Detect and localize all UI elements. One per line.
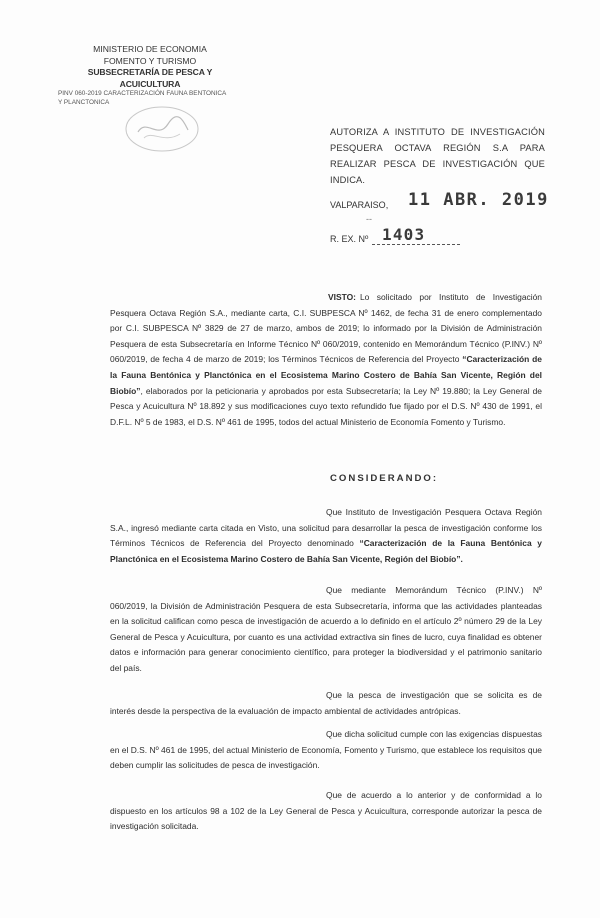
- considerando-heading: CONSIDERANDO:: [330, 473, 439, 484]
- date-stamp: 11 ABR. 2019: [408, 190, 549, 210]
- considerando-paragraph-1: [110, 505, 542, 567]
- considerando-text: Que dicha solicitud cumple con las exigencias dispuestas en el D.S. Nº 461 de 1995, del actual Ministerio de Economía, Fomento y Turismo, que establece los requisitos que deben cumplir las solicitudes de pesca de investigación.: [110, 729, 542, 771]
- considerando-text: Que de acuerdo a lo anterior y de conformidad a lo dispuesto en los artículos 98 a 102 de la Ley General de Pesca y Acuicultura, corresponde autorizar la pesca de investigación solicitada.: [110, 790, 542, 832]
- reference-code-line2: Y PLANCTONICA: [58, 98, 110, 106]
- considerando-text: Que mediante Memorándum Técnico (P.INV.) Nº 060/2019, la División de Administración Pesquera de esta Subsecretaría, informa que las actividades planteadas en la solicitud califican como pesca de investigación de acuerdo a lo definido en el artículo 2º número 29 de la Ley General de Pesca y Acuicultura, por cuanto es una actividad extractiva sin fines de lucro, cuya finalidad es obtener datos e información para generar conocimiento científico, para proteger la biodiversidad y el patrimonio sanitario del país.: [110, 585, 542, 673]
- resolution-title: AUTORIZA A INSTITUTO DE INVESTIGACIÓN PESQUERA OCTAVA REGIÓN S.A PARA REALIZAR PESCA DE INVESTIGACIÓN QUE INDICA.: [330, 127, 545, 185]
- resolution-number: 1403: [382, 225, 426, 244]
- place-label: VALPARAISO,: [330, 200, 389, 210]
- visto-text: Lo solicitado por Instituto de Investigación Pesquera Octava Región S.A., mediante carta, C.I. SUBPESCA Nº 1462, de fecha 31 de enero complementado por C.I. SUBPESCA Nº 3829 de 27 de marzo, ambos de 2019; lo informado por la División de Administración Pesquera de esta Subsecretaría en Informe Técnico Nº 060/2019, contenido en Memorándum Técnico (P.INV.) Nº 060/2019, de fecha 4 de marzo de 2019; los Términos Técnicos de Referencia del Proyecto: [110, 292, 542, 365]
- visto-text-continued: , elaborados por la peticionaria y aprobados por esta Subsecretaría; la Ley Nº 19.880; la Ley General de Pesca y Acuicultura Nº 18.892 y sus modificaciones cuyo texto refundido fue fijado por el D.S. Nº 430 de 1991, el D.F.L. Nº 5 de 1983, el D.S. Nº 461 de 1995, todos del actual Ministerio de Economía Fomento y Turismo.: [110, 385, 542, 427]
- considerando-paragraph-4: [110, 727, 542, 774]
- letterhead: [60, 44, 240, 107]
- considerando-paragraph-3: [110, 688, 542, 719]
- project-name: “Caracterización de la Fauna Bentónica y Planctónica en el Ecosistema Marino Costero de Bahía San Vicente, Región del Biobío”: [110, 354, 542, 396]
- project-name: “Caracterización de la Fauna Bentónica y Planctónica en el Ecosistema Marino Costero de Bahía San Vicente, Región del Biobío”.: [110, 538, 542, 564]
- considerando-paragraph-5: [110, 788, 542, 835]
- considerando-paragraph-2: [110, 583, 542, 677]
- dash-mark: --: [366, 214, 372, 224]
- official-stamp-icon: [118, 100, 206, 158]
- visto-section: [110, 290, 542, 430]
- ministry-name-line2: FOMENTO Y TURISMO: [103, 55, 197, 66]
- resolution-label: R. EX. Nº: [330, 234, 369, 244]
- considerando-text: Que Instituto de Investigación Pesquera Octava Región S.A., ingresó mediante carta citada en Visto, una solicitud para desarrollar la pesca de investigación conforme los Términos Técnicos de Referencia del Proyecto denominado: [110, 507, 542, 549]
- ministry-name: MINISTERIO DE ECONOMIA: [93, 44, 207, 54]
- subsecretaria-name: SUBSECRETARÍA DE PESCA Y ACUICULTURA: [87, 67, 213, 89]
- visto-heading: VISTO:: [328, 292, 356, 302]
- reference-code: PINV 060-2019 CARACTERIZACIÓN FAUNA BENTONICA: [58, 90, 227, 97]
- resolution-number-line: [372, 244, 460, 245]
- considerando-text: Que la pesca de investigación que se solicita es de interés desde la perspectiva de la evaluación de impacto ambiental de actividades antrópicas.: [110, 690, 542, 716]
